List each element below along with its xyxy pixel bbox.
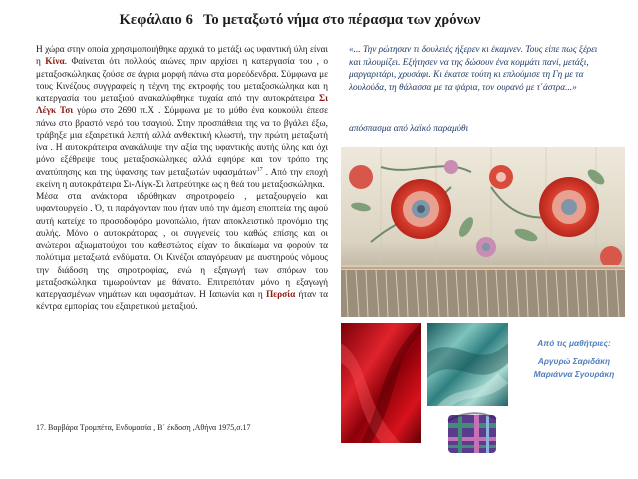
plaid-silk-illustration bbox=[444, 411, 500, 457]
emphasis-china: Κίνα bbox=[45, 57, 65, 68]
embroidery-illustration bbox=[341, 147, 625, 317]
red-silk-photo bbox=[341, 323, 421, 443]
p1-text-b: . Φαίνεται ότι πολλούς αιώνες πριν αρχίσει η κατεργασία του , ο μεταξοσκώληκας ζούσε σε άγρια μορφή πάνω στα μορεόδενδρα. Σύμφωνα με τους Κινέζους συγγραφείς η τέχνη της εκτροφής του μεταξοσκώληκα και η κατεργασία του μεταξιού ανακαλύφθηκε τυχαία από την αυτοκράτειρα bbox=[36, 57, 329, 104]
credit-name-2: Μαριάννα Σγουράκη bbox=[533, 369, 615, 379]
credit-name-1: Αργυρώ Σαριδάκη bbox=[537, 356, 611, 366]
main-text bbox=[36, 44, 328, 314]
paragraph-2 bbox=[36, 191, 328, 314]
teal-silk-illustration bbox=[427, 323, 508, 406]
p2-text-b: ήταν τα κέντρα εμπορίας του εξαιρετικού μεταξιού. bbox=[36, 290, 329, 313]
embroidery-photo bbox=[341, 147, 625, 317]
folk-tale-quote: «... Την ρώτησαν τι δουλειές ήξερεν κι έκαμνεν. Τους είπε πως ξέρει και πλουμίζει. Εξήτησεν να της δώσουν ένα κομμάτι πανί, μετάξι, μαργαριτάρι, χρυσάφι. Κι έκατσε τούτη κι επλούμισε τη Γη με τα λουλούδα, τη θάλασσα με τα ψάρια, τον ουρανό με τ΄άστρα...» bbox=[349, 45, 598, 93]
quote-source: απόσπασμα από λαϊκό παραμύθι bbox=[349, 124, 469, 134]
credits-heading: Από τις μαθήτριες: bbox=[537, 338, 611, 348]
emphasis-persia: Περσία bbox=[265, 290, 296, 300]
chapter-title: Το μεταξωτό νήμα στο πέρασμα των χρόνων bbox=[202, 12, 481, 28]
emphasis-empress: Σι Λέγκ Τσι bbox=[36, 94, 328, 117]
teal-silk-photo bbox=[427, 323, 508, 406]
footnote-ref: 17 bbox=[256, 166, 263, 173]
chapter-number: Κεφάλαιο 6 bbox=[119, 12, 193, 28]
p1-text-a: Η χώρα στην οποία χρησιμοποιήθηκε αρχικά το μετάξι ως υφαντική ύλη είναι η bbox=[36, 45, 328, 68]
plaid-silk-photo bbox=[444, 411, 500, 457]
credits bbox=[519, 337, 629, 381]
footnote: 17. Βαρβάρα Τρομπέτα, Ενδυμασία , Β΄ έκδοση ,Αθήνα 1975,σ.17 bbox=[36, 423, 251, 432]
p1-text-c: γύρω στο 2690 π.Χ . Σύμφωνα με το μύθο ένα κουκούλι έπεσε πάνω στο βραστό νερό του τσαγιού. Στην προσπάθεια της να το βγάλει έξω, τράβηξε μια εξαιρετικά λεπτή αλλά ανθεκτική κλωστή, την πρώτη μεταξωτή ίνα . Η αυτοκράτειρα ανακάλυψε την αξία της υφαντικής αυτής ύλης και όχι μόνο εξέθρεψε τους μεταξοσκώληκες αλλά εφηύρε και τον τρόπο της ανατύπησης και της ύφανσης των μεταξωτών υφασμάτων bbox=[36, 106, 328, 178]
red-silk-illustration bbox=[341, 323, 421, 443]
paragraph-1 bbox=[36, 44, 328, 191]
p1-text-d: . Από την εποχή εκείνη η αυτοκράτειρα Σι-Λίγκ-Σι λατρεύτηκε ως η θεά του μεταξοσκώληκα. bbox=[36, 167, 328, 190]
page-title bbox=[0, 12, 600, 29]
p2-text-a: Μέσα στα ανάκτορα ιδρύθηκαν σηροτροφείο , μεταξουργείο και υφαντουργείο . Ό, τι παράγονταν που ήταν υπό την άμεση εποπτεία της αφού αυτή κατείχε το προσοδοφόρο μονοπώλιο, ήταν αποκλειστικό προνόμιο της αυλής. Μόνο ο αυτοκράτορας , οι συγγενείς του καθώς επίσης και οι ανώτεροι αξιωματούχοι του καθεστώτος είχαν το δικαίωμα να φορούν τα πολύτιμα μεταξωτά ενδύματα. Οι Κινέζοι απαγόρευαν με αυστηρούς νόμους την διάδοση της σηροτροφίας, ενώ η εξαγωγή των σπόρων του μεταξοσκώληκα τιμωρούνταν με θάνατο. Επιτρεπόταν μόνο η εξαγωγή κατεργασμένων νημάτων και υφασμάτων. Η Ιαπωνία και η bbox=[36, 192, 328, 300]
